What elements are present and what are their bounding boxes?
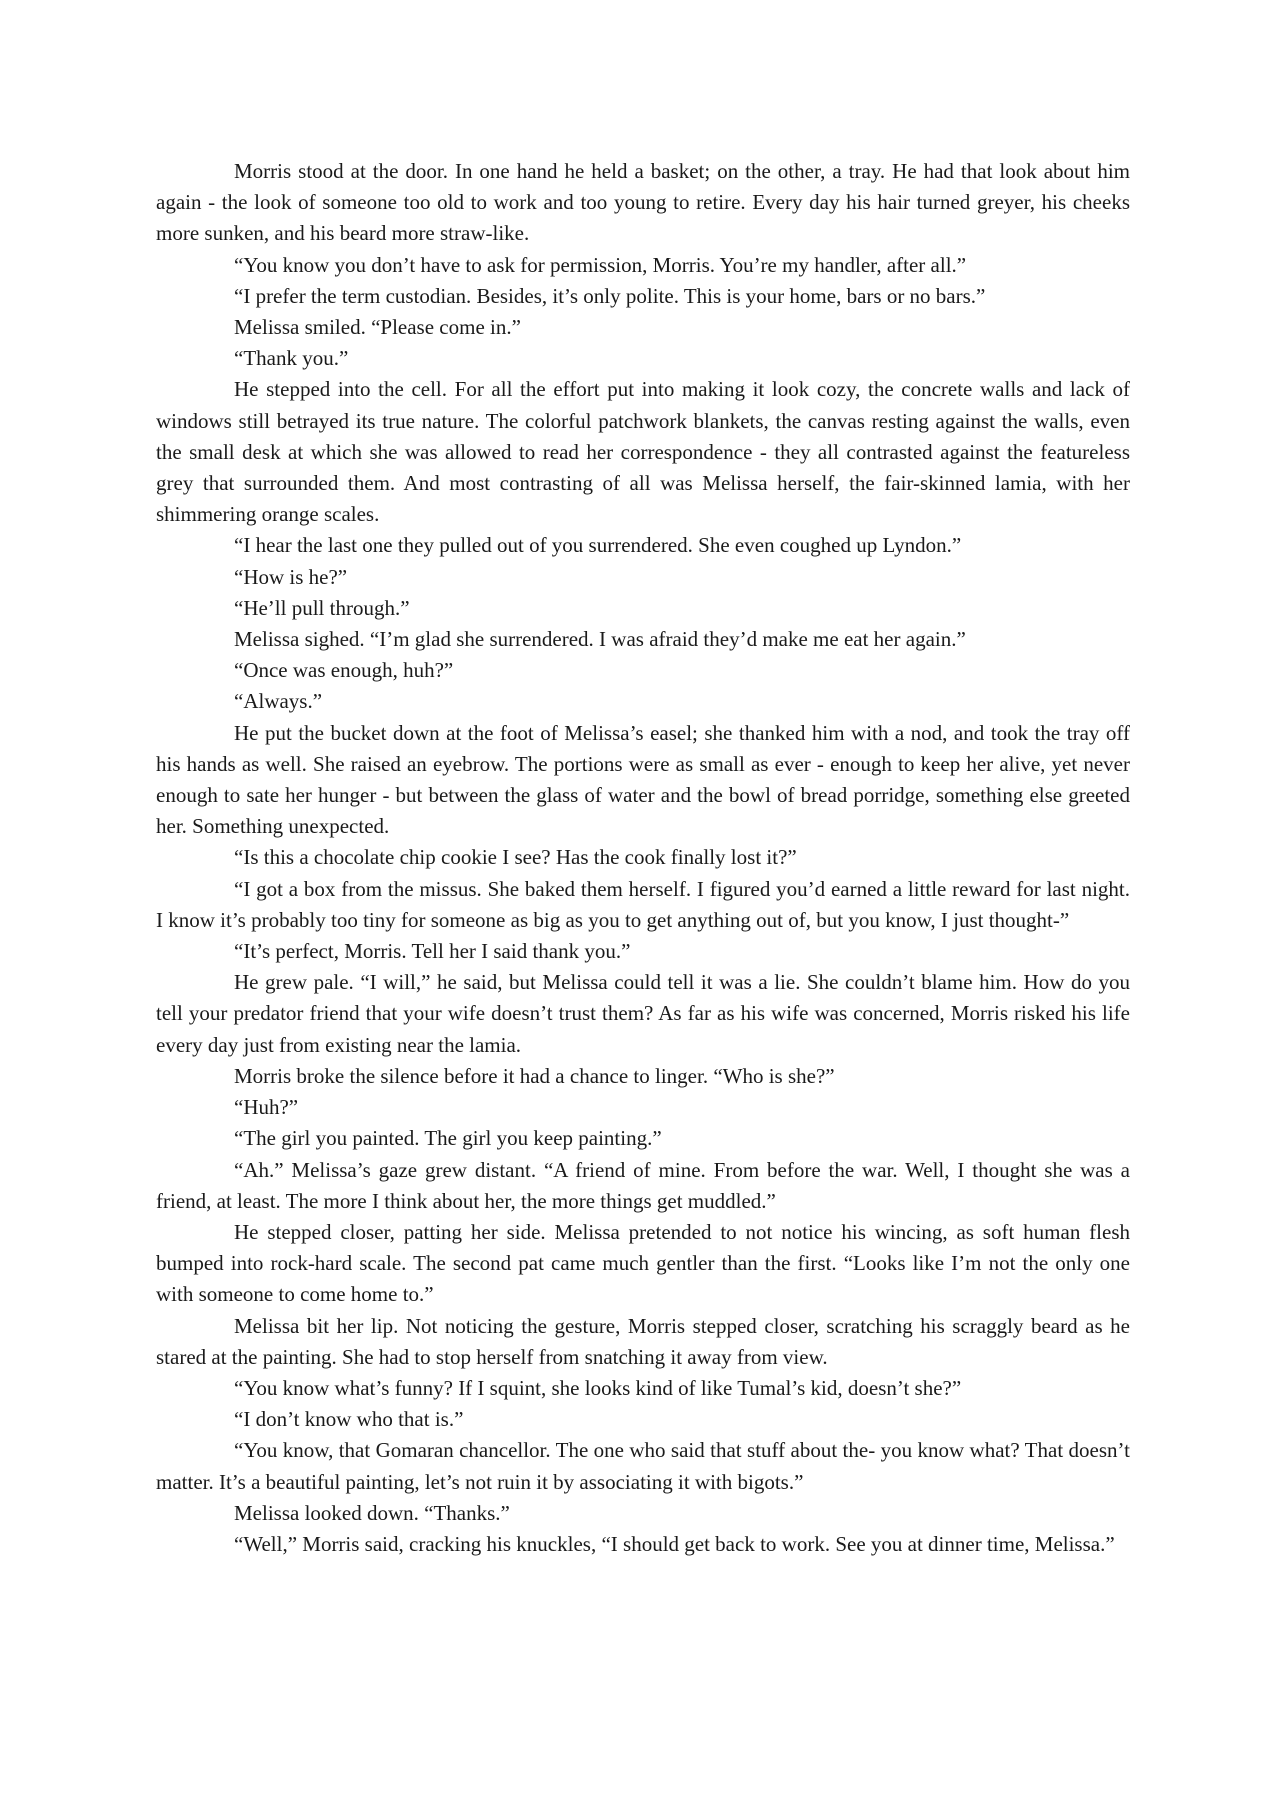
paragraph: “Huh?” bbox=[234, 1095, 299, 1120]
paragraph: He grew pale. “I will,” he said, but Melissa could tell it was a lie. She couldn’t blame him. How do you tell your predator friend that your wife doesn’t trust them? As far as his wife was concerned, Morris risked his life every day just from existing near the lamia. bbox=[156, 970, 1130, 1057]
paragraph: He stepped closer, patting her side. Melissa pretended to not notice his wincing, as soft human flesh bumped into rock-hard scale. The second pat came much gentler than the first. “Looks like I’m not the only one with someone to come home to.” bbox=[156, 1219, 1130, 1307]
paragraph: “Well,” Morris said, cracking his knuckles, “I should get back to work. See you at dinner time, Melissa.” bbox=[234, 1531, 1115, 1556]
paragraph: “I don’t know who that is.” bbox=[234, 1407, 464, 1432]
paragraph: “Is this a chocolate chip cookie I see? Has the cook finally lost it?” bbox=[234, 845, 797, 870]
paragraph: “Once was enough, huh?” bbox=[234, 658, 454, 683]
paragraph: “I hear the last one they pulled out of you surrendered. She even coughed up Lyndon.” bbox=[234, 533, 962, 558]
paragraph: “I prefer the term custodian. Besides, it’s only polite. This is your home, bars or no bars.” bbox=[234, 283, 986, 308]
paragraph: “How is he?” bbox=[234, 564, 348, 589]
paragraph: “He’ll pull through.” bbox=[234, 595, 410, 620]
paragraph: Morris stood at the door. In one hand he held a basket; on the other, a tray. He had that look about him again - the look of someone too old to work and too young to retire. Every day his hair turned greyer, his cheeks more sunken, and his beard more straw-like. bbox=[156, 159, 1130, 246]
paragraph: “It’s perfect, Morris. Tell her I said thank you.” bbox=[234, 939, 631, 964]
paragraph: Melissa bit her lip. Not noticing the gesture, Morris stepped closer, scratching his scraggly beard as he stared at the painting. She had to stop herself from snatching it away from view. bbox=[156, 1313, 1130, 1369]
paragraph: He put the bucket down at the foot of Melissa’s easel; she thanked him with a nod, and took the tray off his hands as well. She raised an eyebrow. The portions were as small as ever - enough to keep her alive, yet never enough to sate her hunger - but between the glass of water and the bowl of bread porridge, something else greeted her. Something unexpected. bbox=[156, 720, 1130, 839]
document-page bbox=[156, 156, 1130, 1560]
paragraph: “You know, that Gomaran chancellor. The one who said that stuff about the- you know what? That doesn’t matter. It’s a beautiful painting, let’s not ruin it by associating it with bigots.” bbox=[156, 1438, 1130, 1494]
paragraph: Morris broke the silence before it had a chance to linger. “Who is she?” bbox=[234, 1063, 835, 1088]
paragraph: He stepped into the cell. For all the effort put into making it look cozy, the concrete walls and lack of windows still betrayed its true nature. The colorful patchwork blankets, the canvas resting against the walls, even the small desk at which she was allowed to read her correspondence - they all contrasted against the featureless grey that surrounded them. And most contrasting of all was Melissa herself, the fair-skinned lamia, with her shimmering orange scales. bbox=[156, 377, 1130, 527]
paragraph: “The girl you painted. The girl you keep painting.” bbox=[234, 1126, 662, 1151]
paragraph: “Thank you.” bbox=[234, 346, 349, 371]
paragraph: “You know you don’t have to ask for permission, Morris. You’re my handler, after all.” bbox=[234, 252, 967, 277]
paragraph: Melissa sighed. “I’m glad she surrendered. I was afraid they’d make me eat her again.” bbox=[234, 627, 966, 652]
paragraph: “I got a box from the missus. She baked them herself. I figured you’d earned a little reward for last night. I know it’s probably too tiny for someone as big as you to get anything out of, but you know, I just thought-” bbox=[156, 876, 1130, 932]
paragraph: “Ah.” Melissa’s gaze grew distant. “A friend of mine. From before the war. Well, I thought she was a friend, at least. The more I think about her, the more things get muddled.” bbox=[156, 1157, 1130, 1213]
paragraph: Melissa smiled. “Please come in.” bbox=[234, 315, 521, 340]
paragraph: “Always.” bbox=[234, 689, 323, 714]
paragraph: “You know what’s funny? If I squint, she looks kind of like Tumal’s kid, doesn’t she?” bbox=[234, 1375, 962, 1400]
paragraph: Melissa looked down. “Thanks.” bbox=[234, 1500, 510, 1525]
